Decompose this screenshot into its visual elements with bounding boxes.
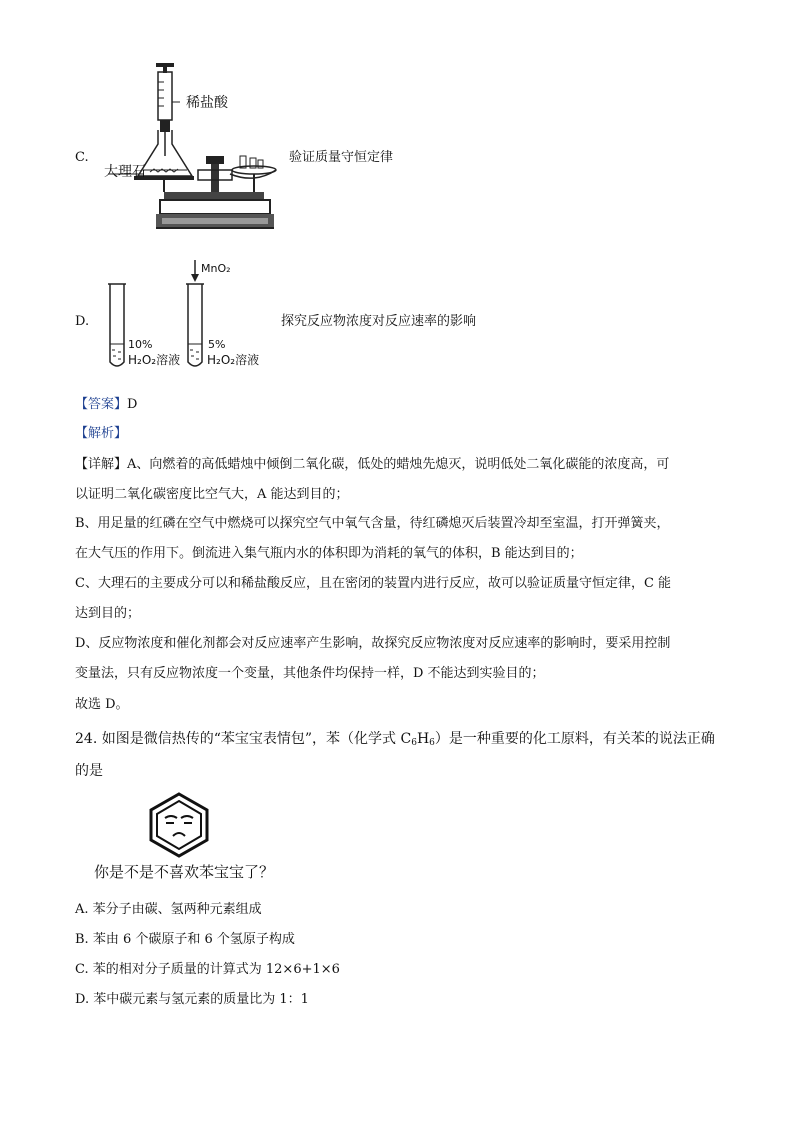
- analysis-line-b2: 在大气压的作用下。倒流进入集气瓶内水的体积即为消耗的氧气的体积，B 能达到目的；: [75, 546, 583, 561]
- answer-value: D: [127, 397, 138, 412]
- option-d-description: 探究反应物浓度对反应速率的影响: [281, 314, 477, 329]
- tube2-label: H₂O₂溶液: [207, 353, 260, 367]
- analysis-conclusion: 故选 D。: [75, 697, 129, 712]
- tube1-label: H₂O₂溶液: [128, 353, 181, 367]
- q24-stem-line2: 的是: [75, 763, 103, 779]
- option-d-letter: D.: [75, 314, 90, 329]
- tube1-concentration: 10%: [128, 338, 153, 351]
- answer-line: [75, 395, 137, 415]
- benzene-caption: 你是不是不喜欢苯宝宝了？: [94, 863, 275, 881]
- mass-conservation-apparatus: [100, 58, 280, 238]
- q24-option-d[interactable]: D. 苯中碳元素与氢元素的质量比为 1：1: [75, 992, 309, 1007]
- q24-stem-pre: 24. 如图是微信热传的“苯宝宝表情包”，苯（化学式 C: [75, 731, 412, 747]
- analysis-line-b1: B、用足量的红磷在空气中燃烧可以探究空气中氧气含量，待红磷熄灭后装置冷却至室温，打开弹簧夹，: [75, 516, 670, 531]
- q24-stem-h: H: [416, 731, 430, 747]
- q24-option-b[interactable]: B. 苯由 6 个碳原子和 6 个氢原子构成: [75, 932, 295, 947]
- detail-tag: 【详解】: [75, 457, 128, 472]
- analysis-line-d1: D、反应物浓度和催化剂都会对反应速率产生影响，故探究反应物浓度对反应速率的影响时，要采用控制: [75, 636, 671, 651]
- benzene-emoji-icon: [146, 792, 212, 858]
- tube2-concentration: 5%: [208, 338, 226, 351]
- analysis-line-d2: 变量法，只有反应物浓度一个变量，其他条件均保持一样，D 不能达到实验目的；: [75, 666, 545, 681]
- q24-sub-hydrogen: 6: [429, 738, 435, 748]
- label-marble: 大理石: [104, 164, 146, 180]
- q24-stem-post: ）是一种重要的化工原料，有关苯的说法正确: [434, 731, 715, 747]
- q24-option-a[interactable]: A. 苯分子由碳、氢两种元素组成: [75, 902, 262, 917]
- analysis-line-a1: [75, 455, 669, 475]
- option-c-description: 验证质量守恒定律: [289, 150, 394, 165]
- option-c-letter: C.: [75, 150, 89, 165]
- analysis-a1-text: A、向燃着的高低蜡烛中倾倒二氧化碳，低处的蜡烛先熄灭，说明低处二氧化碳能的浓度高，可: [127, 457, 670, 472]
- q24-option-c[interactable]: C. 苯的相对分子质量的计算式为 12×6+1×6: [75, 962, 340, 977]
- analysis-tag: 【解析】: [75, 426, 128, 441]
- answer-tag: 【答案】: [75, 397, 128, 412]
- q24-sub-carbon: 6: [411, 738, 417, 748]
- analysis-line-a2: 以证明二氧化碳密度比空气大，A 能达到目的；: [75, 487, 349, 502]
- analysis-line-c1: C、大理石的主要成分可以和稀盐酸反应，且在密闭的装置内进行反应，故可以验证质量守恒定律，C 能: [75, 576, 672, 591]
- label-catalyst: MnO₂: [201, 262, 231, 275]
- label-dilute-hcl: 稀盐酸: [186, 95, 228, 111]
- analysis-line-c2: 达到目的；: [75, 606, 141, 621]
- q24-stem-line1: [75, 728, 715, 754]
